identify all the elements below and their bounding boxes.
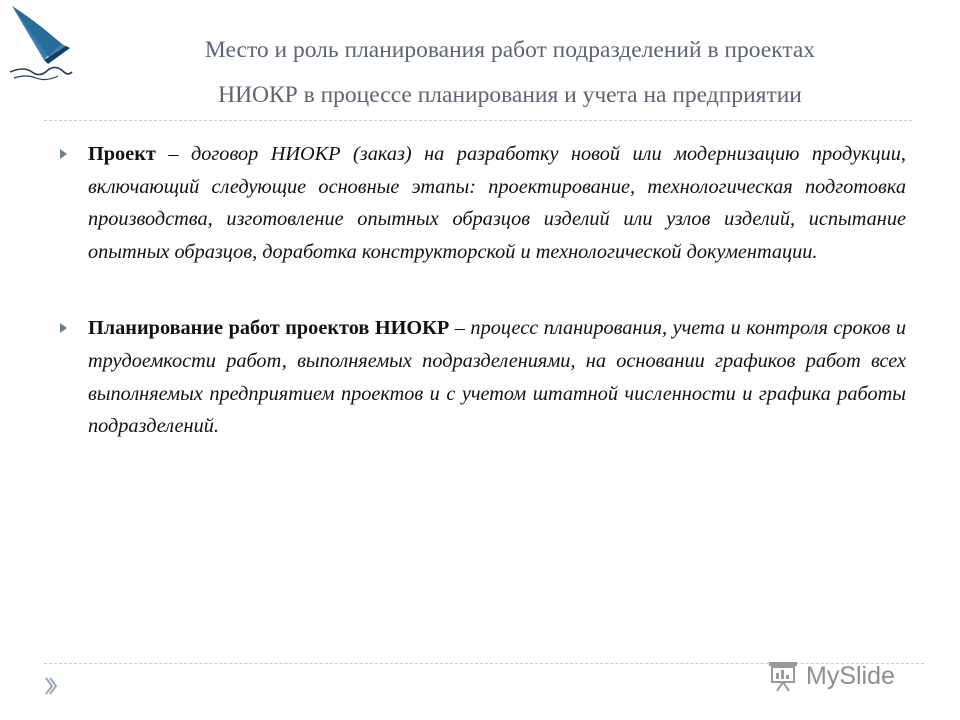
- slide-title: [110, 28, 910, 118]
- presentation-board-icon: [766, 659, 800, 693]
- bullet-term: Планирование работ проектов НИОКР: [88, 317, 450, 340]
- triangle-bullet-icon: [60, 149, 67, 159]
- bullet-item-project: [60, 138, 906, 268]
- bullet-separator: –: [449, 317, 471, 340]
- slide-title-line-2: НИОКР в процессе планирования и учета на предприятии: [218, 82, 802, 108]
- header-divider: [44, 120, 912, 121]
- slide-content: [60, 138, 906, 443]
- company-logo: [4, 2, 80, 88]
- slide-title-line-1: Место и роль планирования работ подразделений в проектах: [204, 37, 816, 63]
- watermark-text: MySlide: [806, 661, 895, 690]
- bullet-item-planning: [60, 312, 906, 442]
- bullet-term: Проект: [88, 143, 156, 165]
- watermark: [766, 656, 895, 696]
- double-chevron-icon[interactable]: [44, 676, 58, 696]
- triangle-bullet-icon: [60, 323, 67, 333]
- bullet-definition: договор НИОКР (заказ) на разработку новой или модернизацию продукции, включающий следующие основные этапы: проектирование, технологическая подготовка производства, изготовление опытных образцов изделий или узлов изделий, испытание опытных образцов, доработка конструкторской и технологической документации.: [88, 143, 907, 263]
- bullet-definition: процесс планирования, учета и контроля сроков и трудоемкости работ, выполняемых подразделениями, на основании графиков работ всех выполняемых предприятием проектов и с учетом штатной численности и графика работы подразделений.: [88, 317, 906, 438]
- bullet-separator: –: [155, 143, 191, 165]
